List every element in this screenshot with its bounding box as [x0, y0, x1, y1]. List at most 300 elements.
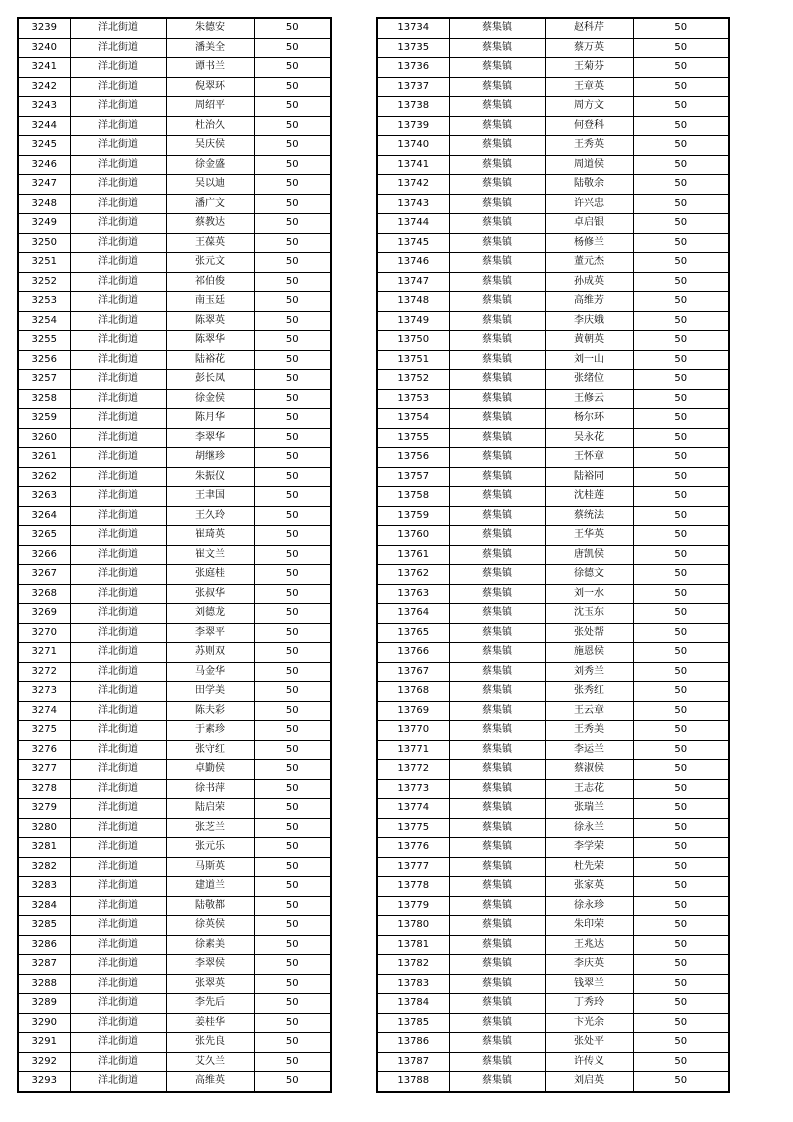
left-roster-table	[17, 17, 332, 1093]
township-cell: 蔡集镇	[449, 1052, 545, 1072]
township-cell: 洋北街道	[70, 1052, 166, 1072]
person-name-cell: 王菊芬	[545, 58, 633, 78]
serial-number-cell: 13774	[377, 799, 449, 819]
township-cell: 蔡集镇	[449, 701, 545, 721]
township-cell: 洋北街道	[70, 214, 166, 234]
person-name-cell: 刘德龙	[166, 604, 254, 624]
serial-number-cell: 3280	[18, 818, 70, 838]
person-name-cell: 沈桂莲	[545, 487, 633, 507]
amount-cell: 50	[633, 428, 729, 448]
table-row	[377, 526, 729, 546]
serial-number-cell: 3289	[18, 994, 70, 1014]
amount-cell: 50	[633, 253, 729, 273]
amount-cell: 50	[254, 896, 331, 916]
township-cell: 洋北街道	[70, 565, 166, 585]
table-row	[377, 97, 729, 117]
township-cell: 蔡集镇	[449, 545, 545, 565]
amount-cell: 50	[633, 1052, 729, 1072]
person-name-cell: 马斯英	[166, 857, 254, 877]
person-name-cell: 苏则双	[166, 643, 254, 663]
serial-number-cell: 3265	[18, 526, 70, 546]
amount-cell: 50	[254, 682, 331, 702]
person-name-cell: 杜先荣	[545, 857, 633, 877]
amount-cell: 50	[633, 272, 729, 292]
person-name-cell: 周绍平	[166, 97, 254, 117]
amount-cell: 50	[633, 409, 729, 429]
table-row	[377, 740, 729, 760]
serial-number-cell: 13768	[377, 682, 449, 702]
serial-number-cell: 3291	[18, 1033, 70, 1053]
amount-cell: 50	[254, 272, 331, 292]
person-name-cell: 徐德文	[545, 565, 633, 585]
township-cell: 蔡集镇	[449, 799, 545, 819]
township-cell: 洋北街道	[70, 838, 166, 858]
township-cell: 蔡集镇	[449, 916, 545, 936]
amount-cell: 50	[633, 370, 729, 390]
serial-number-cell: 3275	[18, 721, 70, 741]
person-name-cell: 蔡统法	[545, 506, 633, 526]
table-row	[18, 818, 331, 838]
township-cell: 蔡集镇	[449, 214, 545, 234]
table-row	[377, 584, 729, 604]
township-cell: 蔡集镇	[449, 233, 545, 253]
amount-cell: 50	[633, 565, 729, 585]
table-row	[18, 1072, 331, 1092]
township-cell: 洋北街道	[70, 506, 166, 526]
serial-number-cell: 3241	[18, 58, 70, 78]
person-name-cell: 张秀红	[545, 682, 633, 702]
table-row	[377, 194, 729, 214]
township-cell: 蔡集镇	[449, 1072, 545, 1092]
table-row	[18, 292, 331, 312]
township-cell: 蔡集镇	[449, 311, 545, 331]
serial-number-cell: 13744	[377, 214, 449, 234]
amount-cell: 50	[254, 838, 331, 858]
amount-cell: 50	[633, 760, 729, 780]
table-row	[18, 506, 331, 526]
serial-number-cell: 13737	[377, 77, 449, 97]
serial-number-cell: 13745	[377, 233, 449, 253]
table-row	[18, 409, 331, 429]
table-row	[377, 896, 729, 916]
table-row	[377, 370, 729, 390]
person-name-cell: 吴以迪	[166, 175, 254, 195]
township-cell: 蔡集镇	[449, 838, 545, 858]
township-cell: 洋北街道	[70, 721, 166, 741]
person-name-cell: 张元文	[166, 253, 254, 273]
person-name-cell: 陆启荣	[166, 799, 254, 819]
person-name-cell: 王久玲	[166, 506, 254, 526]
person-name-cell: 田学美	[166, 682, 254, 702]
person-name-cell: 许传义	[545, 1052, 633, 1072]
township-cell: 洋北街道	[70, 487, 166, 507]
table-row	[18, 428, 331, 448]
amount-cell: 50	[254, 760, 331, 780]
amount-cell: 50	[254, 1072, 331, 1092]
table-row	[377, 350, 729, 370]
amount-cell: 50	[633, 935, 729, 955]
table-row	[377, 604, 729, 624]
amount-cell: 50	[633, 311, 729, 331]
person-name-cell: 胡继珍	[166, 448, 254, 468]
table-row	[377, 389, 729, 409]
township-cell: 蔡集镇	[449, 526, 545, 546]
amount-cell: 50	[254, 584, 331, 604]
table-row	[18, 1013, 331, 1033]
table-row	[18, 97, 331, 117]
amount-cell: 50	[254, 779, 331, 799]
serial-number-cell: 13752	[377, 370, 449, 390]
township-cell: 蔡集镇	[449, 487, 545, 507]
township-cell: 蔡集镇	[449, 857, 545, 877]
serial-number-cell: 13750	[377, 331, 449, 351]
person-name-cell: 王华英	[545, 526, 633, 546]
table-row	[18, 955, 331, 975]
person-name-cell: 周道侯	[545, 155, 633, 175]
serial-number-cell: 3282	[18, 857, 70, 877]
person-name-cell: 高维英	[166, 1072, 254, 1092]
township-cell: 蔡集镇	[449, 155, 545, 175]
amount-cell: 50	[254, 370, 331, 390]
township-cell: 蔡集镇	[449, 38, 545, 58]
person-name-cell: 张翠英	[166, 974, 254, 994]
person-name-cell: 陆裕同	[545, 467, 633, 487]
amount-cell: 50	[633, 877, 729, 897]
township-cell: 洋北街道	[70, 604, 166, 624]
serial-number-cell: 3276	[18, 740, 70, 760]
person-name-cell: 陈翠英	[166, 311, 254, 331]
person-name-cell: 王葆英	[166, 233, 254, 253]
township-cell: 蔡集镇	[449, 584, 545, 604]
person-name-cell: 倪翠环	[166, 77, 254, 97]
table-row	[18, 526, 331, 546]
table-row	[377, 448, 729, 468]
person-name-cell: 王秀美	[545, 721, 633, 741]
amount-cell: 50	[254, 58, 331, 78]
table-row	[377, 311, 729, 331]
person-name-cell: 李庆娥	[545, 311, 633, 331]
amount-cell: 50	[633, 136, 729, 156]
table-row	[18, 448, 331, 468]
amount-cell: 50	[633, 175, 729, 195]
serial-number-cell: 13773	[377, 779, 449, 799]
township-cell: 洋北街道	[70, 136, 166, 156]
table-row	[18, 58, 331, 78]
table-row	[377, 799, 729, 819]
person-name-cell: 陈夫彩	[166, 701, 254, 721]
township-cell: 蔡集镇	[449, 194, 545, 214]
township-cell: 洋北街道	[70, 857, 166, 877]
person-name-cell: 沈玉东	[545, 604, 633, 624]
serial-number-cell: 3286	[18, 935, 70, 955]
township-cell: 洋北街道	[70, 253, 166, 273]
person-name-cell: 高维芳	[545, 292, 633, 312]
table-row	[18, 604, 331, 624]
serial-number-cell: 3269	[18, 604, 70, 624]
amount-cell: 50	[254, 623, 331, 643]
table-row	[18, 740, 331, 760]
left-table-body	[18, 18, 331, 1092]
township-cell: 洋北街道	[70, 935, 166, 955]
township-cell: 洋北街道	[70, 467, 166, 487]
person-name-cell: 董元杰	[545, 253, 633, 273]
township-cell: 洋北街道	[70, 623, 166, 643]
person-name-cell: 王兆达	[545, 935, 633, 955]
person-name-cell: 张元乐	[166, 838, 254, 858]
table-row	[377, 1033, 729, 1053]
township-cell: 蔡集镇	[449, 1033, 545, 1053]
amount-cell: 50	[254, 643, 331, 663]
township-cell: 洋北街道	[70, 545, 166, 565]
amount-cell: 50	[254, 857, 331, 877]
person-name-cell: 陆裕花	[166, 350, 254, 370]
person-name-cell: 张家英	[545, 877, 633, 897]
serial-number-cell: 3249	[18, 214, 70, 234]
table-row	[18, 194, 331, 214]
township-cell: 洋北街道	[70, 116, 166, 136]
township-cell: 蔡集镇	[449, 877, 545, 897]
person-name-cell: 李运兰	[545, 740, 633, 760]
table-row	[377, 253, 729, 273]
serial-number-cell: 13779	[377, 896, 449, 916]
table-row	[377, 935, 729, 955]
township-cell: 洋北街道	[70, 1013, 166, 1033]
amount-cell: 50	[254, 136, 331, 156]
table-row	[377, 506, 729, 526]
person-name-cell: 张绪位	[545, 370, 633, 390]
township-cell: 洋北街道	[70, 77, 166, 97]
person-name-cell: 彭长凤	[166, 370, 254, 390]
table-row	[377, 760, 729, 780]
township-cell: 蔡集镇	[449, 116, 545, 136]
township-cell: 洋北街道	[70, 311, 166, 331]
person-name-cell: 徐金盛	[166, 155, 254, 175]
person-name-cell: 艾久兰	[166, 1052, 254, 1072]
serial-number-cell: 3258	[18, 389, 70, 409]
serial-number-cell: 13757	[377, 467, 449, 487]
township-cell: 蔡集镇	[449, 428, 545, 448]
amount-cell: 50	[633, 97, 729, 117]
person-name-cell: 陆敬余	[545, 175, 633, 195]
table-row	[377, 18, 729, 38]
table-row	[377, 1072, 729, 1092]
township-cell: 洋北街道	[70, 740, 166, 760]
table-row	[377, 545, 729, 565]
township-cell: 洋北街道	[70, 389, 166, 409]
amount-cell: 50	[633, 623, 729, 643]
serial-number-cell: 13751	[377, 350, 449, 370]
table-row	[377, 623, 729, 643]
serial-number-cell: 13766	[377, 643, 449, 663]
person-name-cell: 徐英侯	[166, 916, 254, 936]
amount-cell: 50	[633, 857, 729, 877]
amount-cell: 50	[633, 292, 729, 312]
person-name-cell: 刘一山	[545, 350, 633, 370]
township-cell: 洋北街道	[70, 916, 166, 936]
amount-cell: 50	[254, 409, 331, 429]
township-cell: 蔡集镇	[449, 721, 545, 741]
township-cell: 蔡集镇	[449, 662, 545, 682]
person-name-cell: 王秀英	[545, 136, 633, 156]
township-cell: 洋北街道	[70, 428, 166, 448]
amount-cell: 50	[254, 818, 331, 838]
serial-number-cell: 3248	[18, 194, 70, 214]
amount-cell: 50	[254, 1013, 331, 1033]
table-row	[377, 409, 729, 429]
township-cell: 蔡集镇	[449, 604, 545, 624]
township-cell: 蔡集镇	[449, 389, 545, 409]
amount-cell: 50	[254, 331, 331, 351]
person-name-cell: 周方文	[545, 97, 633, 117]
township-cell: 蔡集镇	[449, 467, 545, 487]
table-row	[18, 116, 331, 136]
person-name-cell: 王章英	[545, 77, 633, 97]
person-name-cell: 徐永珍	[545, 896, 633, 916]
amount-cell: 50	[254, 740, 331, 760]
serial-number-cell: 3242	[18, 77, 70, 97]
serial-number-cell: 13772	[377, 760, 449, 780]
serial-number-cell: 13742	[377, 175, 449, 195]
serial-number-cell: 3240	[18, 38, 70, 58]
township-cell: 洋北街道	[70, 526, 166, 546]
serial-number-cell: 3273	[18, 682, 70, 702]
serial-number-cell: 3263	[18, 487, 70, 507]
amount-cell: 50	[254, 311, 331, 331]
person-name-cell: 蔡万英	[545, 38, 633, 58]
township-cell: 蔡集镇	[449, 350, 545, 370]
serial-number-cell: 13743	[377, 194, 449, 214]
amount-cell: 50	[254, 955, 331, 975]
serial-number-cell: 13741	[377, 155, 449, 175]
serial-number-cell: 3256	[18, 350, 70, 370]
township-cell: 洋北街道	[70, 331, 166, 351]
serial-number-cell: 13767	[377, 662, 449, 682]
serial-number-cell: 13785	[377, 1013, 449, 1033]
amount-cell: 50	[633, 740, 729, 760]
township-cell: 蔡集镇	[449, 292, 545, 312]
amount-cell: 50	[254, 916, 331, 936]
table-row	[18, 1052, 331, 1072]
serial-number-cell: 3239	[18, 18, 70, 38]
table-row	[377, 701, 729, 721]
table-row	[18, 389, 331, 409]
serial-number-cell: 13738	[377, 97, 449, 117]
table-row	[18, 272, 331, 292]
table-row	[18, 643, 331, 663]
person-name-cell: 李翠侯	[166, 955, 254, 975]
township-cell: 蔡集镇	[449, 643, 545, 663]
amount-cell: 50	[633, 487, 729, 507]
table-row	[18, 331, 331, 351]
amount-cell: 50	[633, 526, 729, 546]
amount-cell: 50	[633, 682, 729, 702]
township-cell: 洋北街道	[70, 974, 166, 994]
person-name-cell: 建道兰	[166, 877, 254, 897]
person-name-cell: 李先后	[166, 994, 254, 1014]
person-name-cell: 刘启英	[545, 1072, 633, 1092]
township-cell: 蔡集镇	[449, 253, 545, 273]
township-cell: 洋北街道	[70, 175, 166, 195]
table-row	[18, 311, 331, 331]
serial-number-cell: 3274	[18, 701, 70, 721]
person-name-cell: 刘秀兰	[545, 662, 633, 682]
township-cell: 洋北街道	[70, 643, 166, 663]
person-name-cell: 张叔华	[166, 584, 254, 604]
township-cell: 洋北街道	[70, 662, 166, 682]
serial-number-cell: 13740	[377, 136, 449, 156]
amount-cell: 50	[254, 116, 331, 136]
serial-number-cell: 13746	[377, 253, 449, 273]
table-row	[18, 935, 331, 955]
amount-cell: 50	[633, 331, 729, 351]
amount-cell: 50	[254, 155, 331, 175]
person-name-cell: 卓启银	[545, 214, 633, 234]
serial-number-cell: 3254	[18, 311, 70, 331]
serial-number-cell: 13761	[377, 545, 449, 565]
serial-number-cell: 13762	[377, 565, 449, 585]
table-row	[377, 721, 729, 741]
amount-cell: 50	[633, 389, 729, 409]
table-row	[18, 467, 331, 487]
township-cell: 蔡集镇	[449, 565, 545, 585]
amount-cell: 50	[633, 350, 729, 370]
table-row	[377, 877, 729, 897]
serial-number-cell: 13788	[377, 1072, 449, 1092]
amount-cell: 50	[633, 974, 729, 994]
township-cell: 洋北街道	[70, 272, 166, 292]
serial-number-cell: 3246	[18, 155, 70, 175]
person-name-cell: 唐凯侯	[545, 545, 633, 565]
township-cell: 蔡集镇	[449, 818, 545, 838]
township-cell: 洋北街道	[70, 350, 166, 370]
amount-cell: 50	[633, 77, 729, 97]
person-name-cell: 朱印荣	[545, 916, 633, 936]
table-row	[18, 701, 331, 721]
township-cell: 蔡集镇	[449, 272, 545, 292]
township-cell: 洋北街道	[70, 194, 166, 214]
amount-cell: 50	[254, 97, 331, 117]
amount-cell: 50	[633, 1072, 729, 1092]
serial-number-cell: 3244	[18, 116, 70, 136]
amount-cell: 50	[254, 604, 331, 624]
township-cell: 洋北街道	[70, 155, 166, 175]
table-row	[377, 58, 729, 78]
person-name-cell: 张处帮	[545, 623, 633, 643]
township-cell: 洋北街道	[70, 584, 166, 604]
person-name-cell: 徐永兰	[545, 818, 633, 838]
serial-number-cell: 13780	[377, 916, 449, 936]
person-name-cell: 丁秀玲	[545, 994, 633, 1014]
table-row	[18, 857, 331, 877]
person-name-cell: 蔡淑侯	[545, 760, 633, 780]
amount-cell: 50	[254, 994, 331, 1014]
person-name-cell: 张瑞兰	[545, 799, 633, 819]
serial-number-cell: 13734	[377, 18, 449, 38]
serial-number-cell: 13759	[377, 506, 449, 526]
serial-number-cell: 13787	[377, 1052, 449, 1072]
township-cell: 蔡集镇	[449, 682, 545, 702]
amount-cell: 50	[633, 721, 729, 741]
table-row	[377, 331, 729, 351]
person-name-cell: 陈翠华	[166, 331, 254, 351]
serial-number-cell: 3277	[18, 760, 70, 780]
table-row	[377, 838, 729, 858]
serial-number-cell: 13760	[377, 526, 449, 546]
person-name-cell: 何登科	[545, 116, 633, 136]
amount-cell: 50	[633, 155, 729, 175]
serial-number-cell: 13747	[377, 272, 449, 292]
person-name-cell: 南玉廷	[166, 292, 254, 312]
